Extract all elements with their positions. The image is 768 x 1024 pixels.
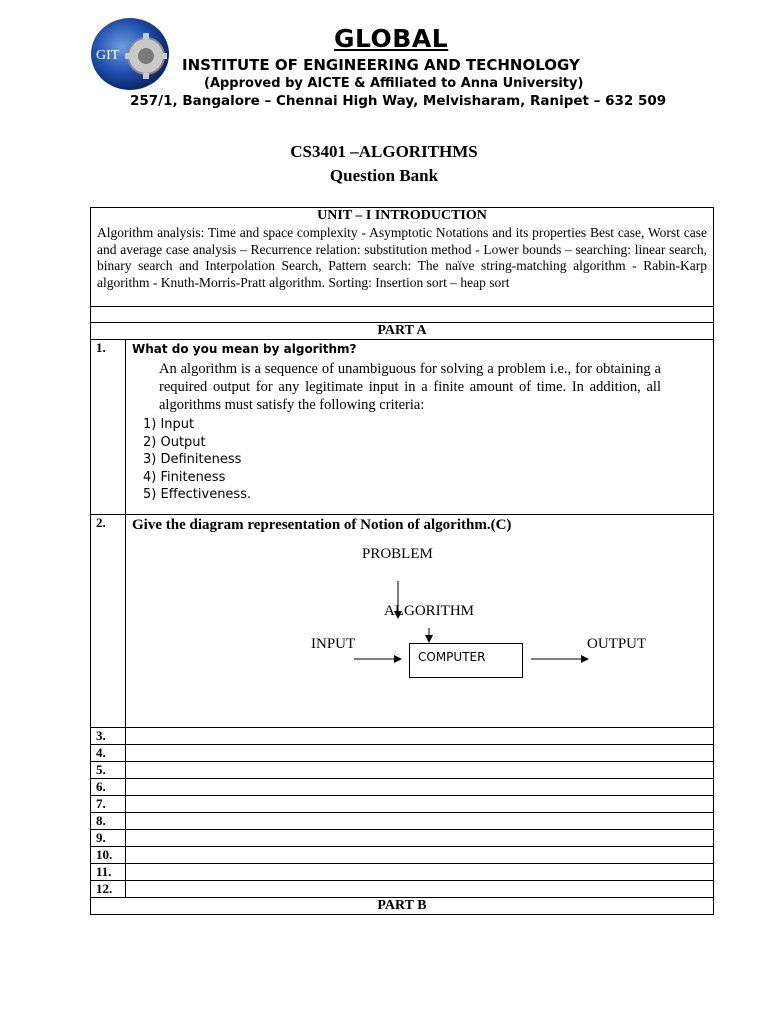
unit-row (91, 208, 714, 307)
criteria-item: 2) Output (143, 434, 206, 450)
question-number: 3. (91, 728, 126, 745)
table-row (91, 779, 714, 796)
question-text: What do you mean by algorithm? (132, 342, 357, 356)
svg-text:GIT: GIT (96, 48, 120, 63)
institute-address: 257/1, Bangalore – Chennai High Way, Melvisharam, Ranipet – 632 509 (130, 93, 667, 109)
spacer-row (91, 307, 714, 323)
institute-approval: (Approved by AICTE & Affiliated to Anna University) (204, 76, 584, 91)
criteria-item: 1) Input (143, 417, 195, 432)
output-label: OUTPUT (587, 636, 647, 652)
criteria-item: 4) Finiteness (143, 469, 226, 485)
question-cell (126, 864, 714, 881)
question-number: 2. (91, 515, 126, 728)
question-cell (126, 796, 714, 813)
institute-subname: INSTITUTE OF ENGINEERING AND TECHNOLOGY (182, 56, 580, 74)
algorithm-label: ALGORITHM (384, 603, 474, 619)
question-cell (126, 813, 714, 830)
question-cell (126, 728, 714, 745)
table-row (91, 728, 714, 745)
problem-label: PROBLEM (362, 546, 433, 562)
part-b-heading: PART B (91, 898, 714, 915)
question-number: 8. (91, 813, 126, 830)
table-row (91, 813, 714, 830)
question-cell (126, 830, 714, 847)
criteria-list (143, 416, 713, 504)
criteria-item: 3) Definiteness (143, 452, 242, 468)
table-row (91, 796, 714, 813)
part-a-heading: PART A (91, 323, 714, 340)
question-number: 11. (91, 864, 126, 881)
table-row (91, 745, 714, 762)
institute-logo (90, 16, 170, 92)
table-row (91, 881, 714, 898)
table-row (91, 847, 714, 864)
question-number: 1. (91, 340, 126, 515)
question-number: 7. (91, 796, 126, 813)
question-row (91, 340, 714, 515)
question-number: 12. (91, 881, 126, 898)
question-row (91, 515, 714, 728)
criteria-item: 5) Effectiveness. (143, 487, 252, 503)
question-number: 10. (91, 847, 126, 864)
course-title: CS3401 –ALGORITHMS (290, 142, 478, 161)
answer-text: An algorithm is a sequence of unambiguous for solving a problem i.e., for obtaining a required output for any legitimate input in a finite amount of time. In addition, all algorithms must satisfy the following criteria: (159, 361, 661, 413)
question-cell (126, 881, 714, 898)
table-row (91, 864, 714, 881)
question-number: 4. (91, 745, 126, 762)
input-label: INPUT (311, 636, 356, 652)
part-a-row (91, 323, 714, 340)
question-cell (126, 847, 714, 864)
question-number: 9. (91, 830, 126, 847)
question-number: 5. (91, 762, 126, 779)
notion-of-algorithm-diagram (126, 534, 713, 726)
computer-label: COMPUTER (418, 650, 486, 664)
question-cell (126, 779, 714, 796)
computer-box (409, 643, 523, 678)
question-cell (126, 762, 714, 779)
question-bank-table (90, 207, 714, 915)
question-cell (126, 745, 714, 762)
unit-syllabus: Algorithm analysis: Time and space complexity - Asymptotic Notations and its properties Best case, Worst case and average case analysis – Recurrence relation: substitution method - Lower bounds – searching: linear search, binary search and Interpolation Search, Pattern search: The naïve string-matching algorithm - Rabin-Karp algorithm - Knuth-Morris-Pratt algorithm. Sorting: Insertion sort – heap sort (97, 225, 707, 290)
institute-name: GLOBAL (334, 24, 449, 53)
document-subtitle: Question Bank (329, 166, 439, 185)
unit-heading: UNIT – I INTRODUCTION (317, 208, 487, 223)
table-row (91, 830, 714, 847)
question-number: 6. (91, 779, 126, 796)
question-text: Give the diagram representation of Notion of algorithm.(C) (132, 517, 512, 533)
part-b-row (91, 898, 714, 915)
table-row (91, 762, 714, 779)
